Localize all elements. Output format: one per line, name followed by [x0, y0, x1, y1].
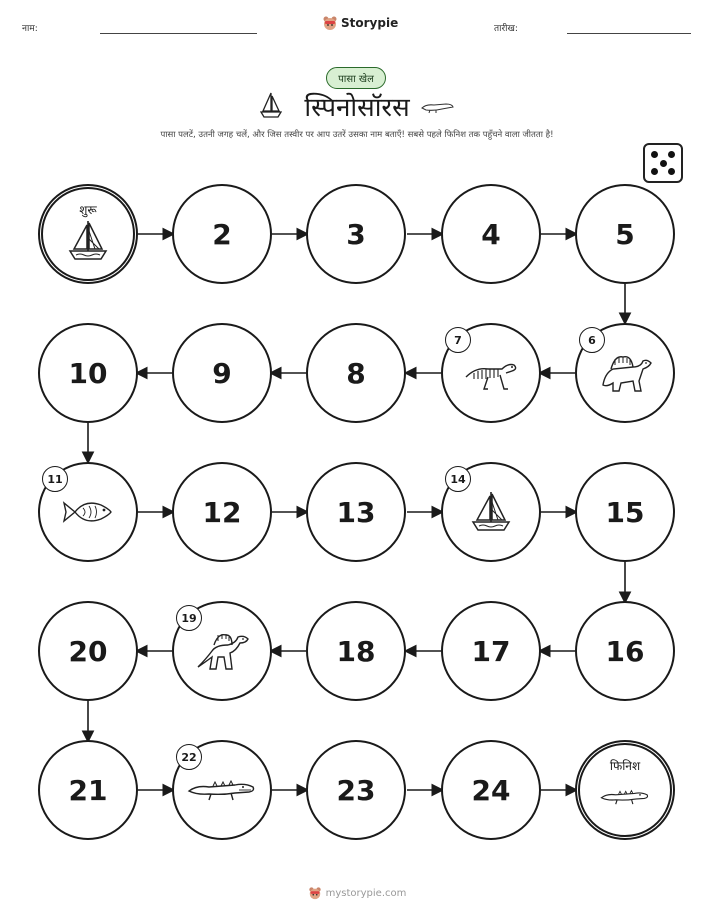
board-space: [441, 740, 541, 840]
bear-mascot-icon: [308, 886, 322, 900]
space-number: 8: [346, 356, 366, 390]
board-space-picture: [172, 740, 272, 840]
space-number-badge: 22: [176, 744, 202, 770]
space-number: 23: [336, 773, 376, 807]
space-number: 9: [212, 356, 232, 390]
board-space: [575, 462, 675, 562]
board-space: [38, 601, 138, 701]
space-number: 4: [481, 217, 501, 251]
finish-space: [575, 740, 675, 840]
board-space: [38, 323, 138, 423]
board-space-picture: [38, 462, 138, 562]
board-space: [306, 462, 406, 562]
board-space: [441, 601, 541, 701]
board-space-picture: [441, 462, 541, 562]
sailboat-icon: [43, 219, 133, 263]
space-number: 21: [68, 773, 108, 807]
footer: [0, 886, 714, 900]
space-number: 20: [68, 634, 108, 668]
space-number: 15: [605, 495, 645, 529]
board-space: [575, 184, 675, 284]
name-label: नाम:: [22, 24, 38, 34]
board-space: [306, 601, 406, 701]
board-space-picture: [172, 601, 272, 701]
date-label: तारीख:: [494, 24, 518, 34]
finish-label: फिनिश: [609, 759, 641, 773]
start-label: शुरू: [79, 203, 97, 217]
space-number: 17: [471, 634, 511, 668]
board-space: [306, 323, 406, 423]
crocodile-icon: [580, 787, 670, 807]
space-number: 5: [615, 217, 635, 251]
footer-url[interactable]: mystorypie.com: [325, 887, 407, 899]
instructions: पासा पलटें, उतनी जगह चलें, और जिस तस्वीर पर आप उतरें उसका नाम बताएँ! सबसे पहले फिनिश तक पहुँचने वाला जीतता है!: [160, 130, 554, 140]
crocodile-icon: [174, 742, 270, 838]
space-number: 2: [212, 217, 232, 251]
space-number: 10: [68, 356, 108, 390]
board-space: [306, 740, 406, 840]
space-number-badge: 11: [42, 466, 68, 492]
dino-skeleton-icon: [443, 325, 539, 421]
page-title: स्पिनोसॉरस: [304, 93, 410, 123]
board-space: [172, 323, 272, 423]
board-space: [172, 184, 272, 284]
space-number: 24: [471, 773, 511, 807]
space-number: 16: [605, 634, 645, 668]
board-space: [306, 184, 406, 284]
board-space-picture: [575, 323, 675, 423]
brand-name: Storypie: [341, 16, 399, 30]
game-type-badge: पासा खेल: [326, 67, 386, 89]
space-number-badge: 6: [579, 327, 605, 353]
space-number: 18: [336, 634, 376, 668]
board-space: [575, 601, 675, 701]
board-space: [441, 184, 541, 284]
start-space: [38, 184, 138, 284]
space-number: 3: [346, 217, 366, 251]
space-number-badge: 7: [445, 327, 471, 353]
space-number-badge: 14: [445, 466, 471, 492]
space-number: 13: [336, 495, 376, 529]
spinosaurus-icon: [577, 325, 673, 421]
board-space: [38, 740, 138, 840]
spinosaurus-icon: [174, 603, 270, 699]
sailboat-icon: [443, 464, 539, 560]
board-space-picture: [441, 323, 541, 423]
space-number: 12: [202, 495, 242, 529]
fish-icon: [40, 464, 136, 560]
board-space: [172, 462, 272, 562]
space-number-badge: 19: [176, 605, 202, 631]
